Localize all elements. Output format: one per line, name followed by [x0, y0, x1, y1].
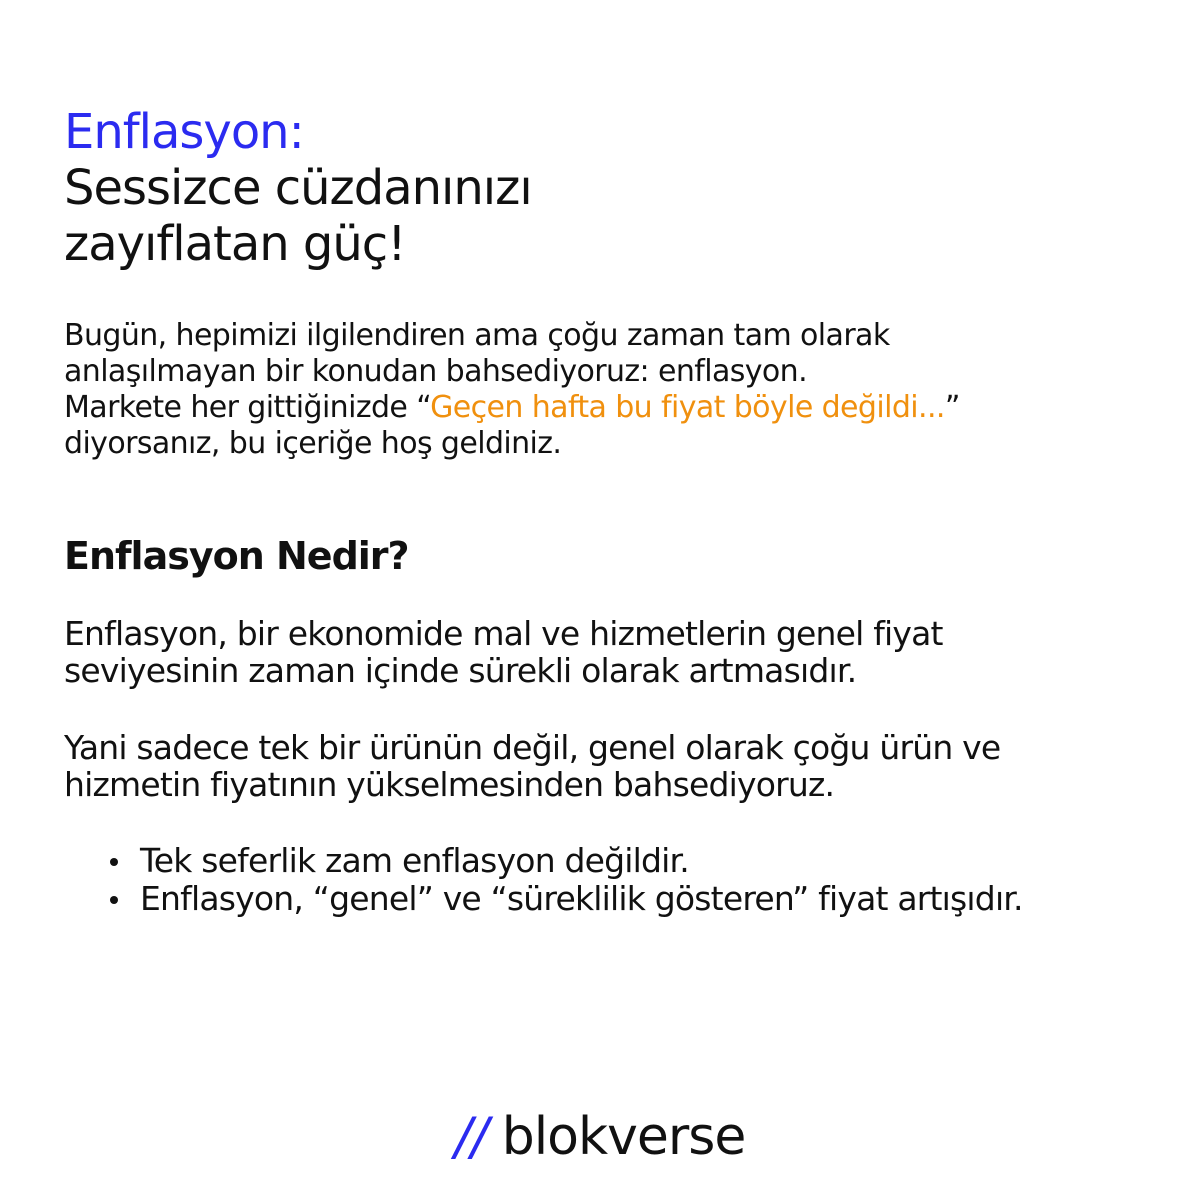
bullet-text: Tek seferlik zam enflasyon değildir. [140, 841, 689, 880]
explanation-line-2: hizmetin fiyatının yükselmesinden bahsediyoruz. [64, 765, 835, 804]
intro-paragraph [64, 318, 1154, 462]
intro-line-4: diyorsanız, bu içeriğe hoş geldiniz. [64, 426, 562, 461]
bullet-dot-icon [110, 896, 118, 904]
logo-wordmark: blokverse [501, 1107, 746, 1167]
definition-line-2: seviyesinin zaman içinde sürekli olarak artmasıdır. [64, 651, 857, 690]
intro-line-3-suffix: ” [944, 390, 960, 425]
bullet-dot-icon [110, 858, 118, 866]
title-line-1: Sessizce cüzdanınızı [64, 160, 532, 216]
definition-line-1: Enflasyon, bir ekonomide mal ve hizmetlerin genel fiyat [64, 614, 943, 653]
title-accent: Enflasyon: [64, 104, 304, 160]
bullet-item [110, 842, 1023, 880]
section-heading: Enflasyon Nedir? [64, 534, 409, 578]
intro-line-2: anlaşılmayan bir konudan bahsediyoruz: enflasyon. [64, 354, 808, 389]
intro-line-1: Bugün, hepimizi ilgilendiren ama çoğu zaman tam olarak [64, 318, 890, 353]
bullet-text: Enflasyon, “genel” ve “süreklilik gösteren” fiyat artışıdır. [140, 879, 1023, 918]
brand-logo [0, 1105, 1200, 1169]
bullet-item [110, 880, 1023, 918]
intro-highlight-quote: Geçen hafta bu fiyat böyle değildi... [430, 390, 945, 425]
definition-paragraph [64, 615, 1164, 689]
explanation-paragraph [64, 729, 1164, 803]
logo-slashes: // [454, 1107, 488, 1167]
explanation-line-1: Yani sadece tek bir ürünün değil, genel olarak çoğu ürün ve [64, 728, 1001, 767]
page-title [64, 104, 1144, 272]
title-line-2: zayıflatan güç! [64, 216, 406, 272]
bullet-list [110, 842, 1023, 918]
intro-line-3-prefix: Markete her gittiğinizde “ [64, 390, 431, 425]
